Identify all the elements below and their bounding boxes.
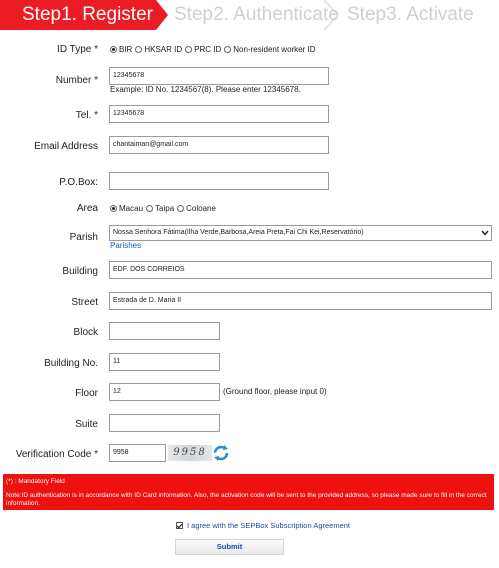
floor-label: Floor <box>75 388 98 399</box>
suite-input[interactable] <box>109 414 220 432</box>
floor-input[interactable]: 12 <box>109 383 220 401</box>
building-label: Building <box>62 266 98 277</box>
id-type-radio-hksar[interactable]: HKSAR ID <box>135 45 182 54</box>
area-label: Area <box>76 203 98 214</box>
po-box-input[interactable] <box>109 172 329 190</box>
steps-header <box>0 0 499 30</box>
id-type-radio-group <box>110 45 319 54</box>
radio-icon <box>110 46 117 53</box>
block-input[interactable] <box>109 322 220 340</box>
agreement-label[interactable]: I agree with the SEPBox Subscription Agreement <box>187 521 351 530</box>
step-3-label: Step3. Activate <box>347 4 474 25</box>
building-no-label: Building No. <box>44 358 98 369</box>
number-label: Number * <box>55 75 98 86</box>
number-input[interactable]: 12345678 <box>109 67 329 85</box>
id-type-radio-bir[interactable]: BIR <box>110 45 132 54</box>
floor-hint: (Ground floor, please input 0) <box>223 387 327 396</box>
radio-icon <box>185 46 192 53</box>
radio-icon <box>177 205 184 212</box>
notice-box <box>3 474 494 510</box>
area-radio-group <box>110 204 219 213</box>
agreement-checkbox[interactable] <box>176 522 183 529</box>
email-label: Email Address <box>34 141 98 152</box>
number-hint: Example: ID No. 1234567(8). Please enter 12345678. <box>110 85 301 94</box>
chevron-down-icon <box>480 227 490 239</box>
captcha-image: 9958 <box>168 445 212 461</box>
email-input[interactable]: chantaiman@gmail.com <box>109 136 329 154</box>
verification-input[interactable]: 9958 <box>109 444 166 462</box>
radio-icon <box>135 46 142 53</box>
area-radio-taipa[interactable]: Taipa <box>146 204 174 213</box>
po-box-label: P.O.Box: <box>59 177 98 188</box>
step-1-label: Step1. Register <box>22 4 153 25</box>
suite-label: Suite <box>75 419 98 430</box>
parish-label: Parish <box>69 232 98 243</box>
mandatory-note: (*) : Mandatory Field <box>6 478 65 485</box>
street-input[interactable]: Estrada de D. Maria II <box>109 292 492 310</box>
refresh-icon[interactable] <box>212 444 230 462</box>
building-no-input[interactable]: 11 <box>109 353 220 371</box>
authentication-note: Note:ID authentication is in accordance with ID Card information. Also, the activation code will be sent to the provided address, so please made sure to fill in the correct information. <box>6 492 487 507</box>
area-radio-coloane[interactable]: Coloane <box>177 204 216 213</box>
step-2-label: Step2. Authenticate <box>174 4 339 25</box>
area-radio-macau[interactable]: Macau <box>110 204 143 213</box>
tel-label: Tel. * <box>75 110 98 121</box>
submit-button[interactable]: Submit <box>175 539 284 555</box>
block-label: Block <box>73 327 98 338</box>
building-input[interactable]: EDF. DOS CORREIOS <box>109 261 492 279</box>
agreement-row[interactable] <box>176 521 350 530</box>
street-label: Street <box>71 297 98 308</box>
parish-select[interactable] <box>109 225 492 241</box>
parish-selected-value: Nossa Senhora Fátima(Ilha Verde,Barbosa,Areia Preta,Fai Chi Kei,Reservatório) <box>113 229 364 236</box>
radio-icon <box>110 205 117 212</box>
parishes-link[interactable]: Parishes <box>110 241 142 250</box>
verification-label: Verification Code * <box>15 449 98 460</box>
id-type-radio-nonresident[interactable]: Non-resident worker ID <box>224 45 315 54</box>
radio-icon <box>146 205 153 212</box>
id-type-label: ID Type * <box>57 44 98 55</box>
tel-input[interactable]: 12345678 <box>109 105 329 123</box>
radio-icon <box>224 46 231 53</box>
id-type-radio-prc[interactable]: PRC ID <box>185 45 221 54</box>
